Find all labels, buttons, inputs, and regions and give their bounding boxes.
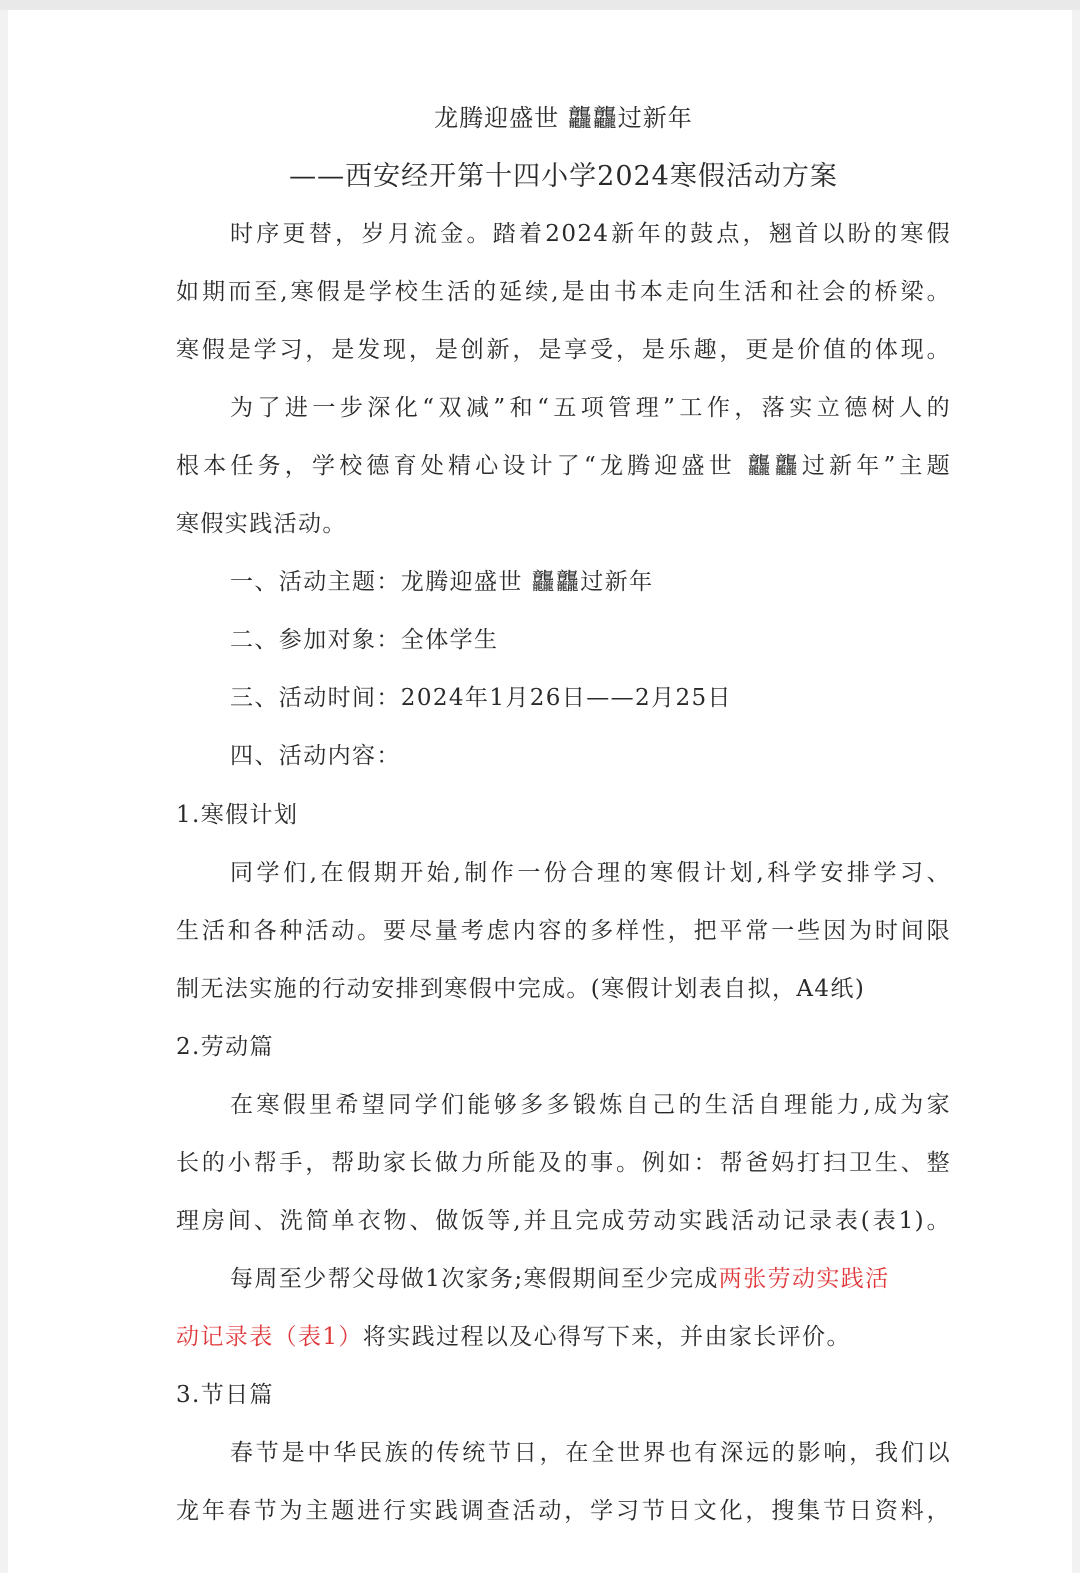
section-heading-labor: 2.劳动篇 xyxy=(176,1034,274,1060)
paragraph-line: 寒假是学习，是发现，是创新，是享受，是乐趣，更是价值的体现。 xyxy=(176,337,951,363)
paragraph-line: 制无法实施的行动安排到寒假中完成。(寒假计划表自拟，A4纸) xyxy=(176,976,866,1002)
paragraph-line: 为了进一步深化“双减”和“五项管理”工作，落实立德树人的 xyxy=(230,395,951,421)
paragraph-line-mixed xyxy=(176,1263,951,1295)
paragraph-line: 春节是中华民族的传统节日，在全世界也有深远的影响，我们以 xyxy=(230,1440,951,1466)
document-subtitle: ——西安经开第十四小学2024寒假活动方案 xyxy=(289,161,838,192)
activity-content-heading: 四、活动内容： xyxy=(230,743,401,769)
highlight-text: 两张劳动实践活 xyxy=(718,1266,890,1292)
paragraph-line: 同学们,在假期开始,制作一份合理的寒假计划,科学安排学习、 xyxy=(230,860,951,886)
paragraph-line: 寒假实践活动。 xyxy=(176,511,347,537)
paragraph-line: 长的小帮手，帮助家长做力所能及的事。例如：帮爸妈打扫卫生、整 xyxy=(176,1150,951,1176)
top-strip xyxy=(0,0,1080,10)
paragraph-line: 理房间、洗简单衣物、做饭等,并且完成劳动实践活动记录表(表1)。 xyxy=(176,1208,951,1234)
plain-text: 每周至少帮父母做1次家务;寒假期间至少完成 xyxy=(230,1266,719,1292)
paragraph-line: 龙年春节为主题进行实践调查活动，学习节日文化，搜集节日资料， xyxy=(176,1498,951,1524)
paragraph-line: 生活和各种活动。要尽量考虑内容的多样性，把平常一些因为时间限 xyxy=(176,918,951,944)
paragraph-line: 根本任务，学校德育处精心设计了“龙腾迎盛世 龘龘过新年”主题 xyxy=(176,453,951,479)
participants: 二、参加对象：全体学生 xyxy=(230,627,499,653)
plain-text: 将实践过程以及心得写下来，并由家长评价。 xyxy=(362,1324,851,1350)
paragraph-line-mixed xyxy=(176,1321,951,1353)
highlight-text: 动记录表（表1） xyxy=(176,1324,363,1350)
activity-theme: 一、活动主题：龙腾迎盛世 龘龘过新年 xyxy=(230,569,654,595)
paragraph-line: 时序更替，岁月流金。踏着2024新年的鼓点，翘首以盼的寒假 xyxy=(230,221,951,247)
document-title: 龙腾迎盛世 龘龘过新年 xyxy=(434,104,693,132)
section-heading-plan: 1.寒假计划 xyxy=(176,802,299,828)
section-heading-festival: 3.节日篇 xyxy=(176,1382,274,1408)
document-page xyxy=(8,10,1072,1573)
paragraph-line: 在寒假里希望同学们能够多多锻炼自己的生活自理能力,成为家 xyxy=(230,1092,951,1118)
activity-time: 三、活动时间：2024年1月26日——2月25日 xyxy=(230,685,732,711)
paragraph-line: 如期而至,寒假是学校生活的延续,是由书本走向生活和社会的桥梁。 xyxy=(176,279,951,305)
